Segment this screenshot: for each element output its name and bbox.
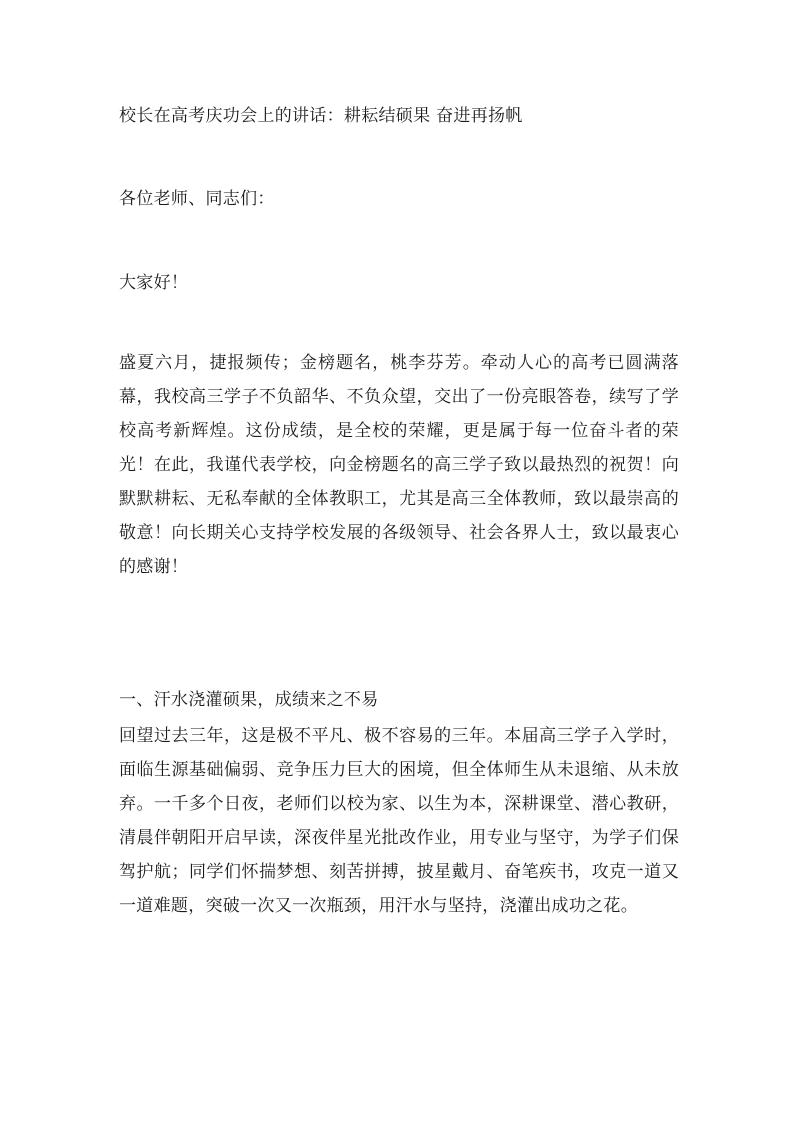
- opening-paragraph: 盛夏六月，捷报频传；金榜题名，桃李芬芳。牵动人心的高考已圆满落幕，我校高三学子不负韶华、不负众望，交出了一份亮眼答卷，续写了学校高考新辉煌。这份成绩，是全校的荣耀，更是属于每一位奋斗者的荣光！在此，我谨代表学校，向金榜题名的高三学子致以最热烈的祝贺！向默默耕耘、无私奉献的全体教职工，尤其是高三全体教师，致以最崇高的敬意！向长期关心支持学校发展的各级领导、社会各界人士，致以最衷心的感谢！: [119, 353, 679, 577]
- salutation-line: 大家好！: [119, 273, 189, 293]
- document-title: 校长在高考庆功会上的讲话：耕耘结硕果 奋进再扬帆: [119, 106, 523, 126]
- greeting-line: 各位老师、同志们：: [119, 189, 275, 209]
- section-paragraph: 回望过去三年，这是极不平凡、极不容易的三年。本届高三学子入学时，面临生源基础偏弱、竞争压力巨大的困境，但全体师生从未退缩、从未放弃。一千多个日夜，老师们以校为家、以生为本，深耕课堂、潜心教研，清晨伴朝阳开启早读，深夜伴星光批改作业，用专业与坚守，为学子们保驾护航；同学们怀揣梦想、刻苦拼搏，披星戴月、奋笔疾书，攻克一道又一道难题，突破一次又一次瓶颈，用汗水与坚持，浇灌出成功之花。: [119, 726, 679, 916]
- section-heading: 一、汗水浇灌硕果，成绩来之不易: [119, 690, 379, 710]
